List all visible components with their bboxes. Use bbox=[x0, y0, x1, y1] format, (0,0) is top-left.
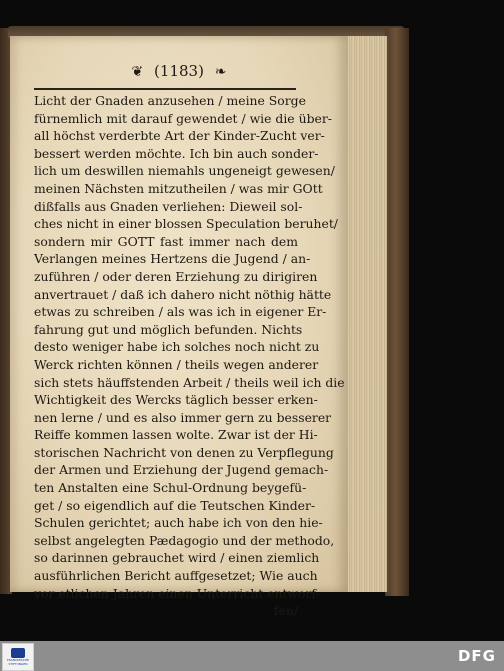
viewer-footer bbox=[0, 641, 504, 671]
text-line: der Armen und Erziehung der Jugend gemach- bbox=[34, 462, 329, 478]
institution-logo[interactable] bbox=[2, 643, 34, 671]
text-line: fürnemlich mit darauf gewendet / wie die über- bbox=[34, 110, 332, 126]
text-line: selbst angelegten Pædagogio und der methodo, bbox=[34, 532, 335, 548]
text-line: ausführlichen Bericht auffgesetzet; Wie auch bbox=[34, 568, 318, 584]
text-line: meinen Nächsten mitzutheilen / was mir GOtt bbox=[34, 180, 323, 196]
text-line: dißfalls aus Gnaden verliehen: Dieweil sol- bbox=[34, 198, 303, 214]
text-line: etwas zu schreiben / als was ich in eigener Er- bbox=[34, 304, 327, 320]
text-line: sondern mir GOTT fast immer nach dem bbox=[34, 233, 298, 249]
text-line: sich stets häuffstenden Arbeit / theils weil ich die bbox=[34, 374, 345, 390]
text-line: zuführen / oder deren Erziehung zu dirigiren bbox=[34, 268, 318, 284]
text-line: vor etlichen Jahren einen Unterricht entworf- bbox=[34, 585, 320, 601]
page-number: (1183) bbox=[154, 62, 204, 80]
text-line: Reiffe kommen lassen wolte. Zwar ist der Hi- bbox=[34, 427, 318, 443]
page-text bbox=[34, 92, 345, 620]
ornament-right-icon: ❧ bbox=[214, 64, 227, 80]
text-line: so darinnen gebrauchet wird / einen ziemlich bbox=[34, 550, 320, 566]
text-line: ten Anstalten eine Schul-Ordnung beygefü- bbox=[34, 480, 307, 496]
text-line: Licht der Gnaden anzusehen / meine Sorge bbox=[34, 93, 306, 108]
ornament-left-icon: ❦ bbox=[131, 64, 144, 80]
text-line: anvertrauet / daß ich dahero nicht nöthig hätte bbox=[34, 286, 332, 302]
book-page bbox=[10, 36, 348, 619]
page-edges bbox=[345, 36, 389, 592]
logo-mark-icon bbox=[11, 648, 25, 658]
text-line: Werck richten können / theils wegen anderer bbox=[34, 356, 319, 372]
text-line: Wichtigkeit des Wercks täglich besser erken- bbox=[34, 392, 318, 408]
text-line: lich um deswillen niemahls ungeneigt gewesen/ bbox=[34, 163, 335, 179]
text-line: ches nicht in einer blossen Speculation beruhet/ bbox=[34, 216, 338, 232]
text-line: desto weniger habe ich solches noch nicht zu bbox=[34, 339, 320, 355]
text-line: Schulen gerichtet; auch habe ich von den hie- bbox=[34, 515, 323, 531]
text-line: bessert werden möchte. Ich bin auch sonder- bbox=[34, 145, 319, 161]
text-line: storischen Nachricht von denen zu Verpflegung bbox=[34, 444, 334, 460]
text-line: get / so eigendlich auf die Teutschen Kinder- bbox=[34, 497, 316, 513]
text-line: Verlangen meines Hertzens die Jugend / an- bbox=[34, 251, 311, 267]
page-header bbox=[10, 62, 348, 80]
text-line: nen lerne / und es also immer gern zu besserer bbox=[34, 409, 332, 425]
text-line: all höchst verderbte Art der Kinder-Zucht ver- bbox=[34, 128, 325, 144]
header-rule bbox=[34, 88, 296, 90]
text-line: fahrung gut und möglich befunden. Nichts bbox=[34, 321, 303, 337]
logo-caption: FRANCKESCHE STIFTUNGEN bbox=[6, 658, 30, 666]
dfg-brand[interactable]: DFG bbox=[457, 647, 496, 665]
text-line: fen/ bbox=[273, 603, 298, 619]
